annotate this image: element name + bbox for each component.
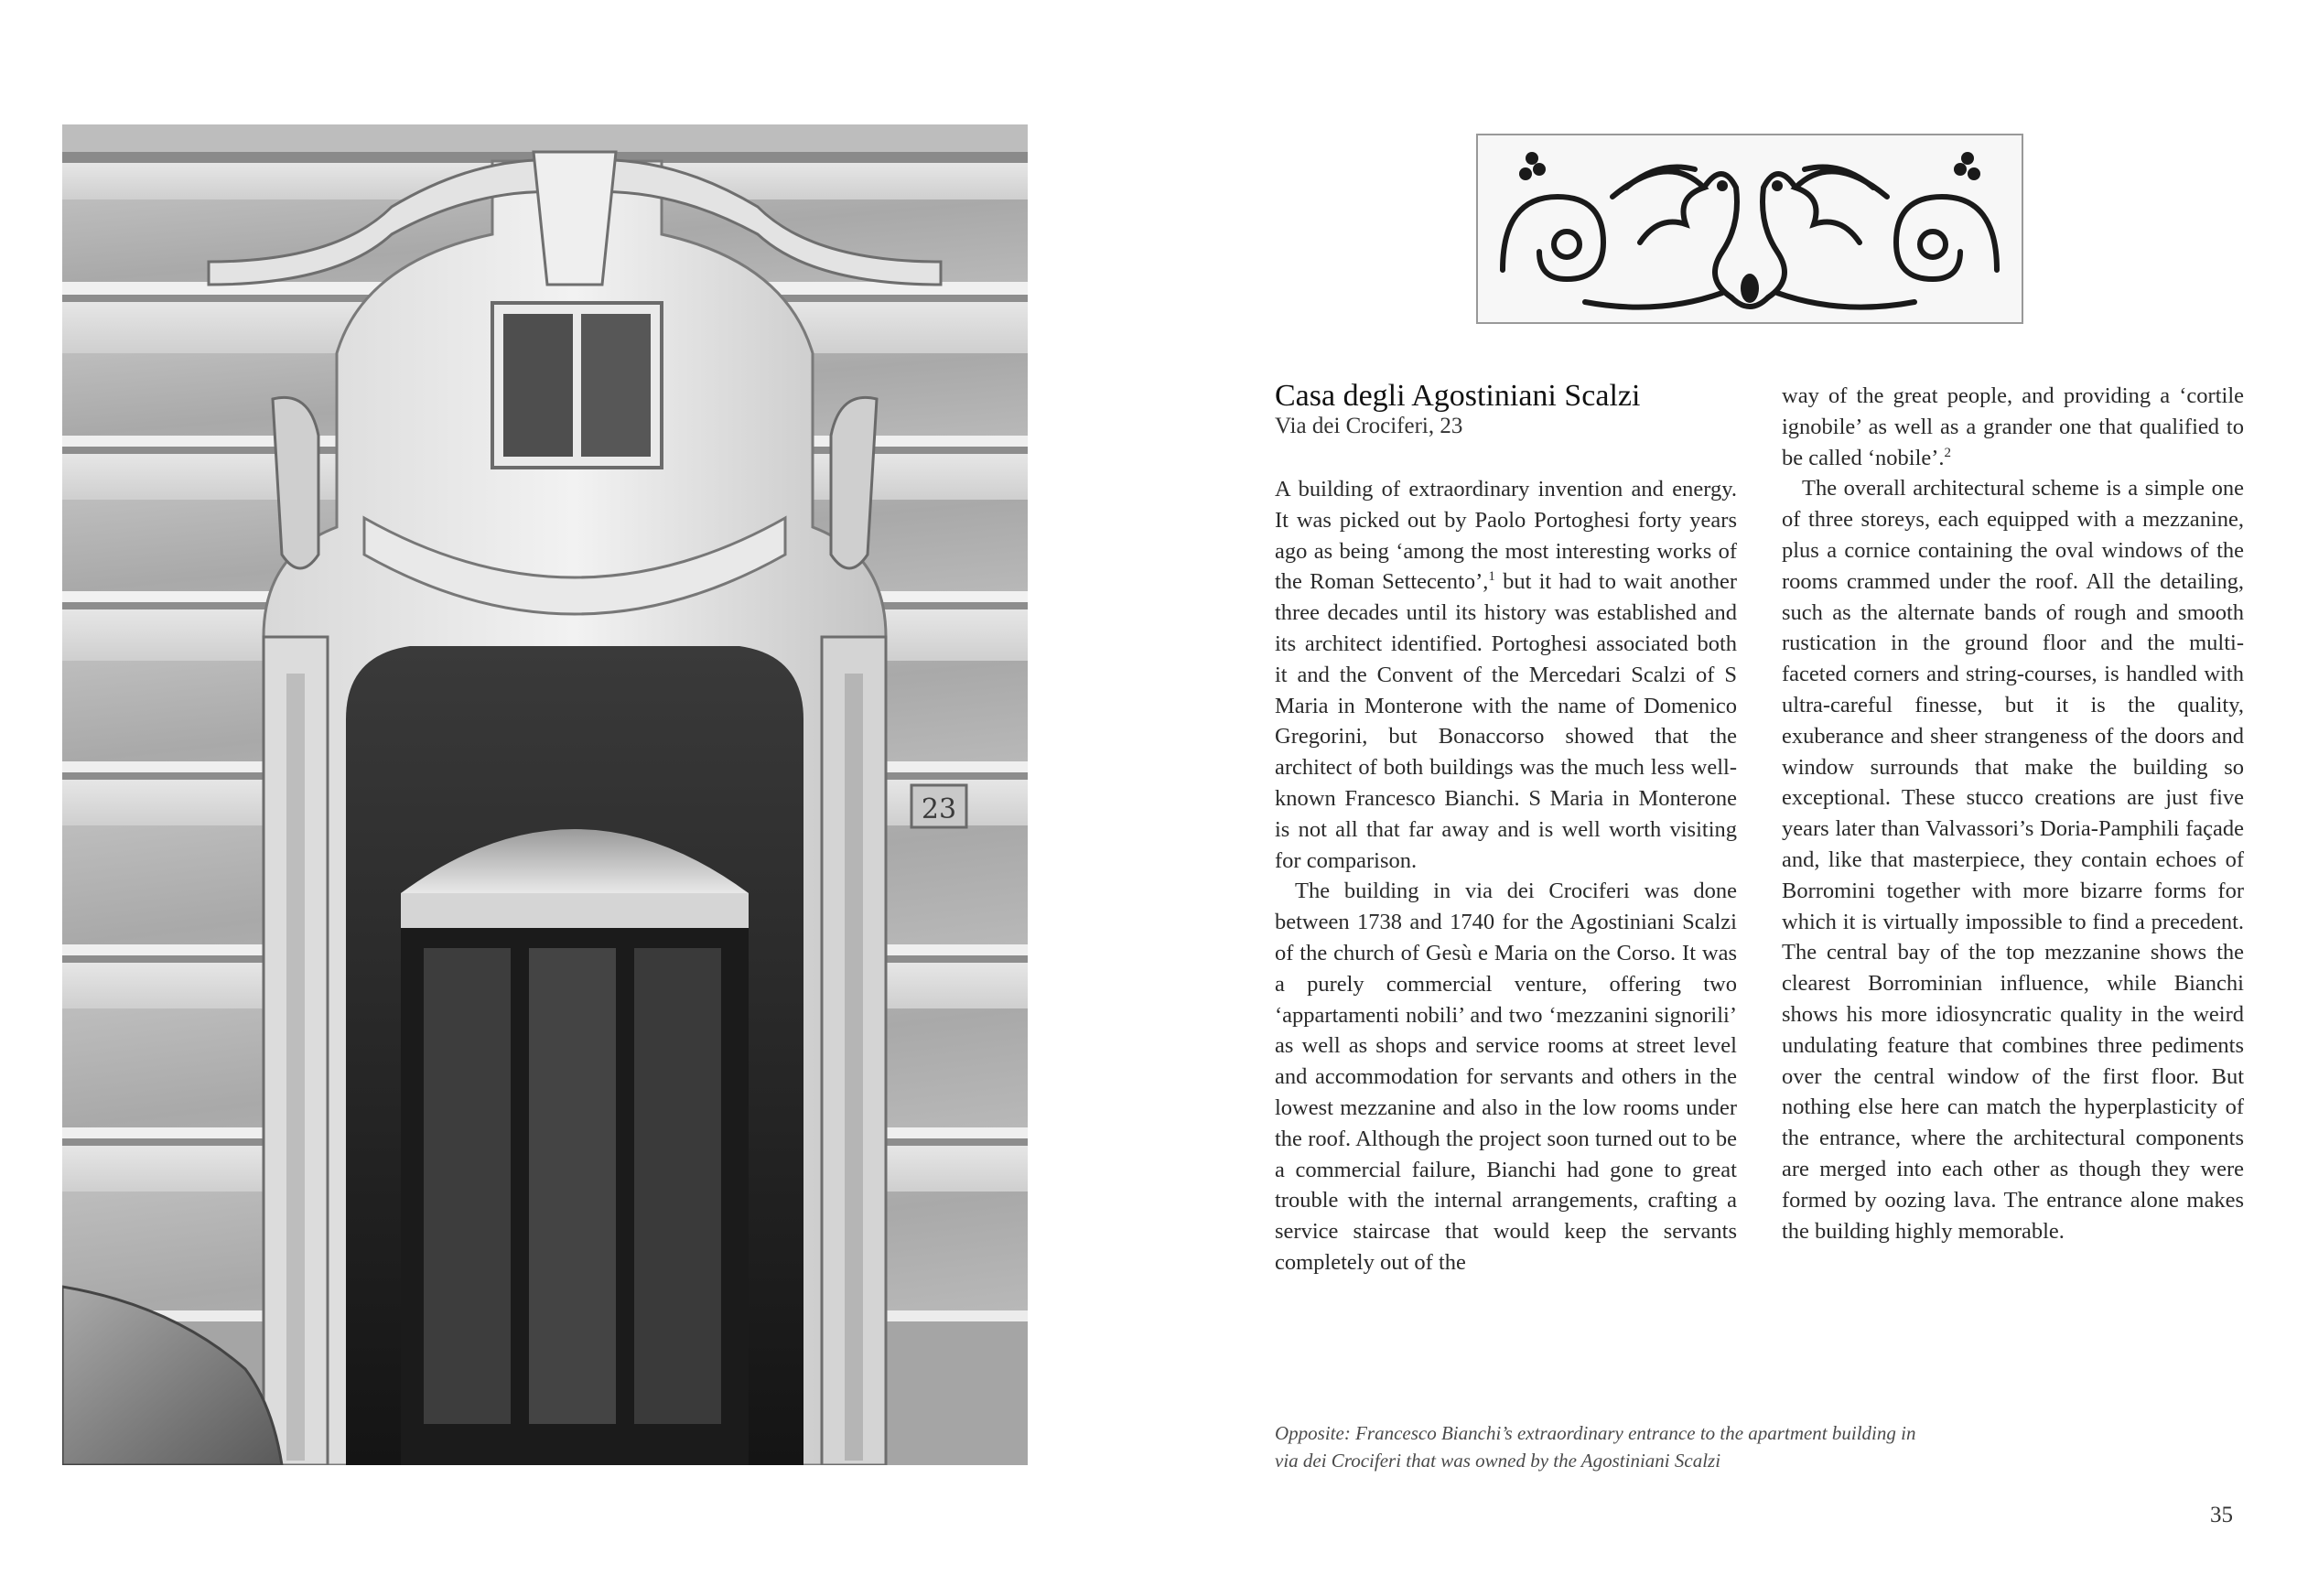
paragraph-text: way of the great people, and providing a ‘cortile ignobile’ as well as a grander one that qualified to be called ‘nobile’. xyxy=(1782,383,2244,470)
door-number: 23 xyxy=(921,793,957,825)
paragraph-text: but it had to wait another three decades until its history was established and its architect identified. Portoghesi associated both it and the Convent of the Mercedari Scalzi of S Maria in Monterone with the name of Domenico Gregorini, but Bonaccorso showed that the architect of both buildings was the much less well-known Francesco Bianchi. S Maria in Monterone is not all that far away and is well worth visiting for comparison. xyxy=(1275,569,1738,873)
page-number: 35 xyxy=(2210,1503,2233,1527)
footnote-marker: 2 xyxy=(1944,445,1952,460)
photo-caption xyxy=(1275,1419,2062,1474)
paragraph xyxy=(1782,381,2244,473)
paragraph-text: A building of extraordinary invention and energy. It was picked out by Paolo Portoghesi forty years ago as being ‘among the most interesting works of the Roman Settecento’, xyxy=(1275,477,1737,595)
paragraph: The overall architectural scheme is a simple one of three storeys, each equipped with a mezzanine, plus a cornice containing the oval windows of the rooms crammed under the roof. All the detailing, such as the alternate bands of rough and smooth rustication in the ground floor and the multi-faceted corners and string-courses, is handled with ultra-careful finesse, but it is the quality, exuberance and sheer strangeness of the doors and window surrounds that make the building so exceptional. These stucco creations are just five years later than Valvassori’s Doria-Pamphili façade and, like that masterpiece, they contain echoes of Borromini together with more bizarre forms for which it is virtually impossible to find a precedent. The central bay of the top mezzanine shows the clearest Borrominian influence, while Bianchi shows his more idiosyncratic quality in the weird undulating feature that combines three pediments over the central window of the first floor. But nothing else here can match the hyperplasticity of the entrance, where the architectural components are merged into each other as though they were formed by oozing lava. The entrance alone makes the building highly memorable. xyxy=(1782,476,2244,1244)
article-address: Via dei Crociferi, 23 xyxy=(1275,414,1463,438)
text-column-1 xyxy=(1275,474,1737,1278)
caption-line: via dei Crociferi that was owned by the Agostiniani Scalzi xyxy=(1275,1450,1721,1472)
text-column-2 xyxy=(1782,381,2244,1246)
caption-line: Opposite: Francesco Bianchi’s extraordinary entrance to the apartment building in xyxy=(1275,1422,1916,1444)
paragraph xyxy=(1275,474,1737,876)
footnote-marker: 1 xyxy=(1488,569,1495,585)
baroque-doorway-photo xyxy=(62,124,1028,1465)
article-title: Casa degli Agostiniani Scalzi xyxy=(1275,379,1641,413)
paragraph: The building in via dei Crociferi was done between 1738 and 1740 for the Agostiniani Scalzi of the church of Gesù e Maria on the Corso. It was a purely commercial venture, offering two ‘appartamenti nobili’ and two ‘mezzanini signorili’ as well as shops and service rooms at street level and accommodation for servants and others in the lowest mezzanine and also in the low rooms under the roof. Although the project soon turned out to be a commercial failure, Bianchi had gone to great trouble with the internal arrangements, crafting a service staircase that would keep the servants completely out of the xyxy=(1275,879,1737,1275)
griffin-ornament-icon xyxy=(1475,133,2024,325)
